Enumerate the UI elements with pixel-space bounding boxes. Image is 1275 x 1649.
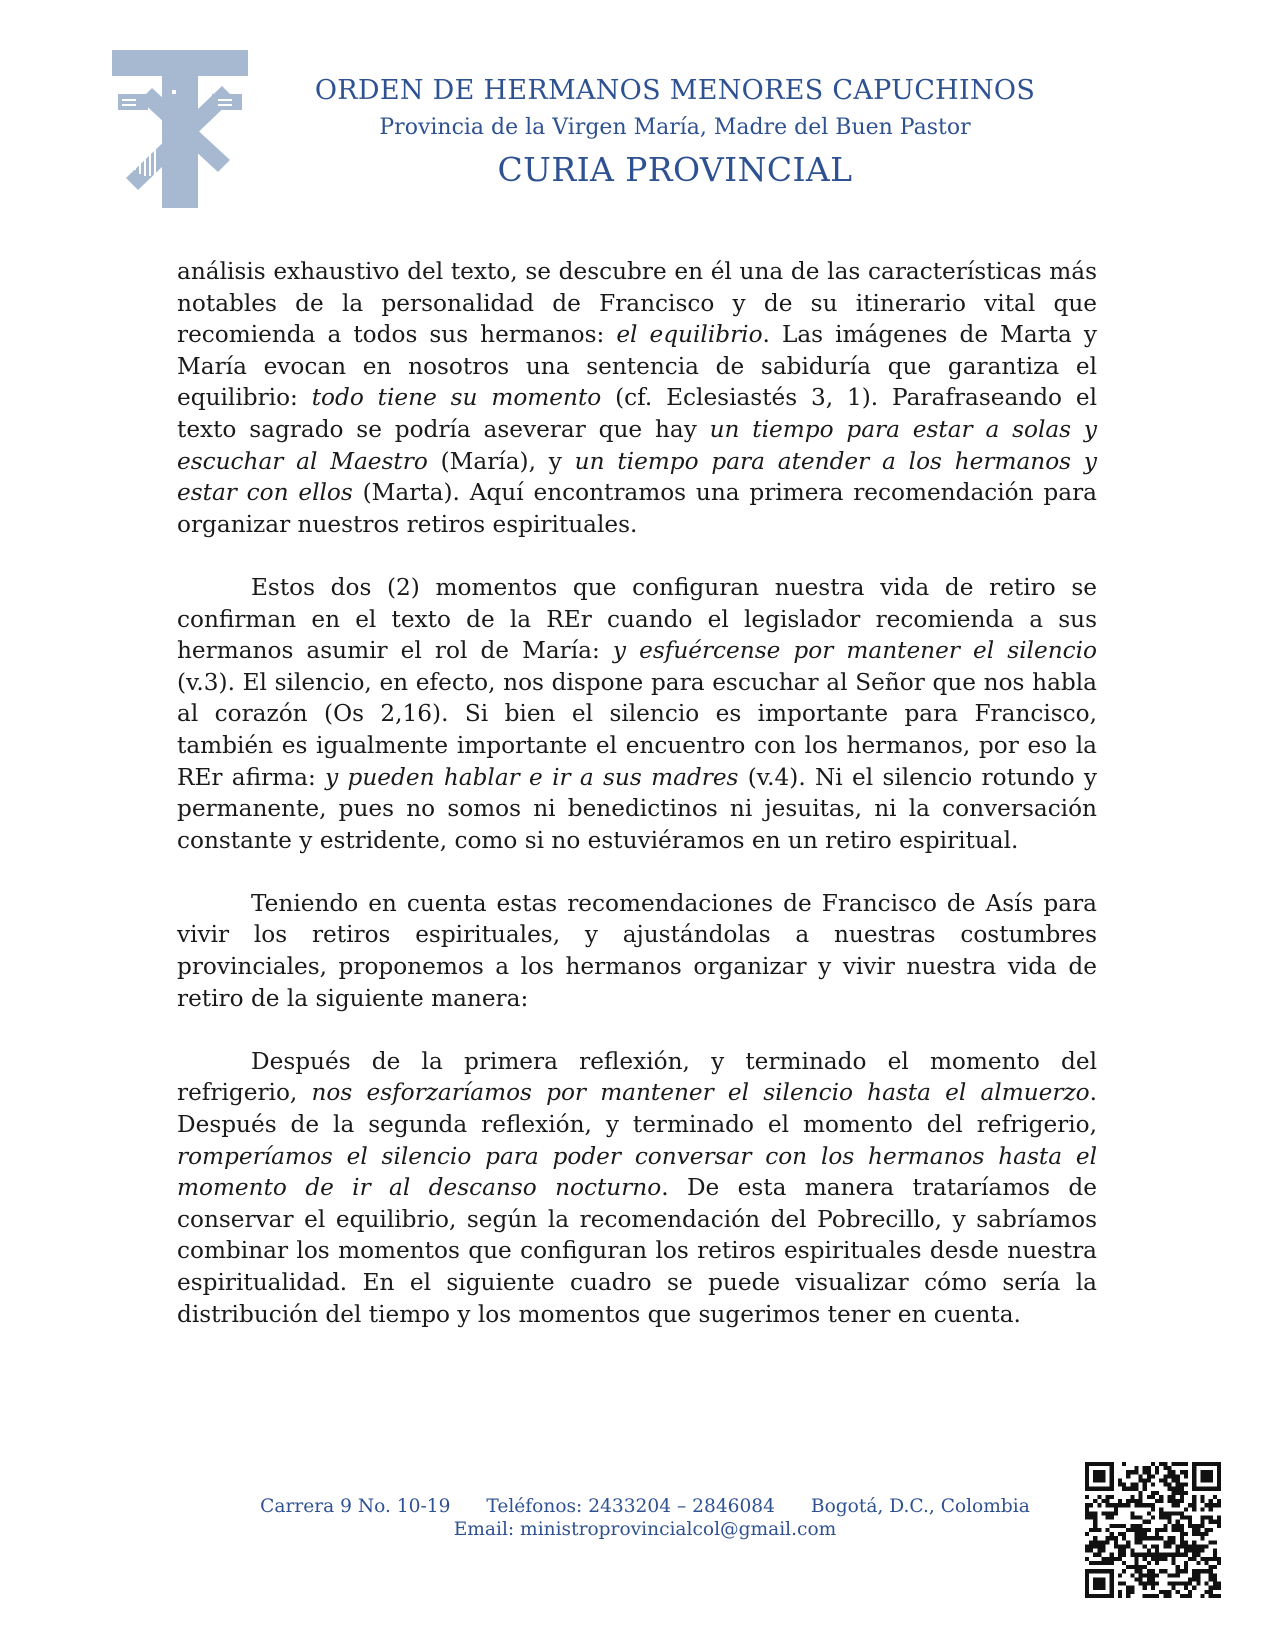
italic-run: nos esforzaríamos por mantener el silencio hasta el almuerzo [311,1079,1090,1107]
letterhead-footer [180,1495,1110,1541]
text-run: . Después de la segunda reflexión, y terminado el momento del refrigerio, [177,1079,1098,1139]
text-run: análisis exhaustivo del texto, se descubre en él una de las características más notables de la personalidad de Francisco y de su itinerario vital que recomienda a todos sus hermanos: [177,258,1097,349]
italic-run: romperíamos el silencio para poder conversar con los hermanos hasta el momento de ir al descanso nocturno [177,1142,1097,1202]
province-name: Provincia de la Virgen María, Madre del Buen Pastor [379,115,971,140]
text-run: (v.4). Ni el silencio rotundo y permanente, pues no somos ni benedictinos ni jesuitas, ni la conversación constante y estridente, como si no estuviéramos en un retiro espiritual. [177,763,1097,854]
text-run: Teniendo en cuenta estas recomendaciones de Francisco de Asís para vivir los retiros espirituales, y ajustándolas a nuestras costumbres provinciales, proponemos a los hermanos organizar y vivir nuestra vida de retiro de la siguiente manera: [177,889,1097,1012]
paragraph-3 [177,888,1097,1014]
text-run: (cf. Eclesiastés 3, 1). Parafraseando el texto sagrado se podría aseverar que hay [177,384,1098,443]
italic-run: y esfuércense por mantener el silencio [612,637,1097,665]
letterhead [280,72,1070,194]
paragraph-2 [177,572,1097,856]
letter-body [177,256,1097,1362]
paragraph-1 [177,256,1097,540]
text-run: (Marta). Aquí encontramos una primera recomendación para organizar nuestros retiros espirituales. [177,479,1097,538]
text-run: . Las imágenes de Marta y María evocan en nosotros una sentencia de sabiduría que garantiza el equilibrio: [177,321,1097,412]
franciscan-tau-cross-logo-icon [112,50,248,208]
italic-run: y pueden hablar e ir a sus madres [325,763,739,791]
address: Carrera 9 No. 10-19 [260,1496,451,1517]
italic-run: todo tiene su momento [311,384,602,412]
order-name: ORDEN DE HERMANOS MENORES CAPUCHINOS [314,75,1036,106]
italic-run: el equilibrio [616,321,763,349]
city: Bogotá, D.C., Colombia [810,1496,1030,1517]
text-run: (María), y [427,447,575,475]
curia-title: CURIA PROVINCIAL [497,150,853,189]
text-run: Después de la primera reflexión, y terminado el momento del refrigerio, [177,1047,1097,1107]
paragraph-4 [177,1046,1097,1330]
qr-code-icon [1085,1462,1221,1598]
italic-run: un tiempo para atender a los hermanos y estar con ellos [177,447,1097,507]
phones: Teléfonos: 2433204 – 2846084 [486,1496,775,1517]
text-run: (v.3). El silencio, en efecto, nos dispone para escuchar al Señor que nos habla al corazón (Os 2,16). Si bien el silencio es importante para Francisco, también es igualmente importante el encuentro con los hermanos, por eso la REr afirma: [177,668,1097,791]
email: Email: ministroprovincialcol@gmail.com [453,1519,837,1540]
text-run: Estos dos (2) momentos que configuran nuestra vida de retiro se confirman en el texto de la REr cuando el legislador recomienda a sus hermanos asumir el rol de María: [177,573,1097,665]
text-run: . De esta manera trataríamos de conservar el equilibrio, según la recomendación del Pobrecillo, y sabríamos combinar los momentos que configuran los retiros espirituales desde nuestra espiritualidad. En el siguiente cuadro se puede visualizar cómo sería la distribución del tiempo y los momentos que sugerimos tener en cuenta. [177,1174,1097,1328]
italic-run: un tiempo para estar a solas y escuchar al Maestro [177,415,1097,475]
